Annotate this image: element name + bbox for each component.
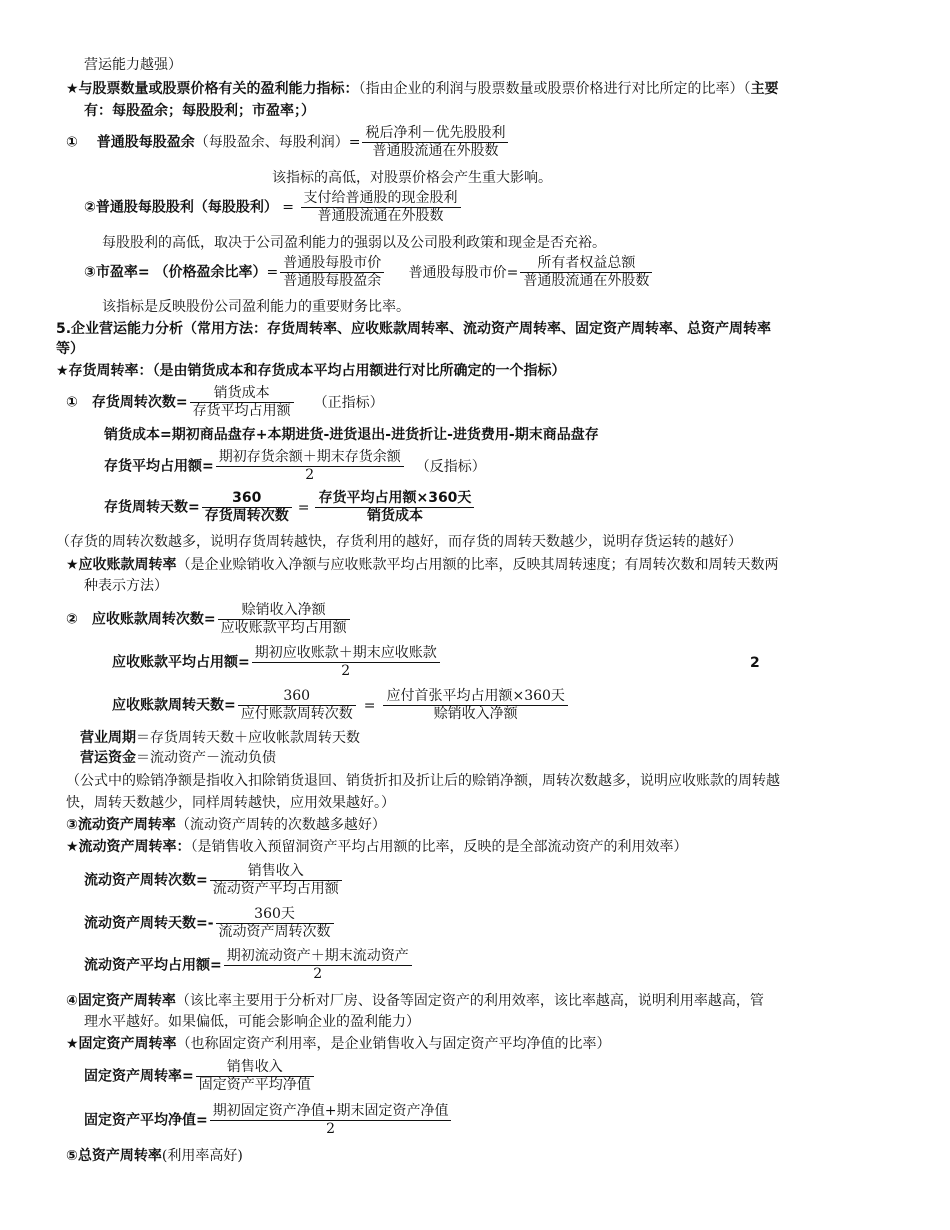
formula-note: （正指标） [313, 394, 384, 411]
heading-line [66, 80, 779, 98]
numerator: 应付首张平均占用额×360天 [386, 688, 565, 704]
note-text: （是由销货成本和存货成本平均占用额进行对比所确定的一个指标） [152, 363, 566, 379]
formula-label: 存货周转天数= [104, 499, 200, 516]
heading-line [66, 556, 779, 574]
formula-label: ③市盈率= （价格盈余比率） [84, 264, 267, 281]
fraction [252, 645, 440, 680]
denominator: 普通股每股盈余 [280, 272, 384, 290]
text-line: 该指标的高低，对股票价格会产生重大影响。 [272, 170, 552, 186]
term-label: 营运资金 [80, 750, 136, 766]
heading-text: ★流动资产周转率： [66, 839, 191, 855]
numerator: 销售收入 [247, 863, 304, 879]
formula-label: 应收账款平均占用额= [112, 654, 250, 671]
heading-line [56, 362, 566, 380]
text-line: 种表示方法） [84, 578, 168, 594]
denominator: 流动资产平均占用额 [210, 880, 342, 898]
heading-line [66, 838, 688, 856]
text-line: 快，周转天数越少，同样周转越快，应用效果越好。） [66, 795, 395, 811]
denominator: 2 [216, 466, 404, 484]
equals-sign: = [297, 499, 310, 516]
formula-note: （反指标） [415, 458, 486, 475]
fraction [362, 125, 508, 160]
fraction [315, 490, 474, 525]
fraction [218, 602, 350, 637]
numerator: 360 [283, 688, 311, 704]
text-line [80, 729, 360, 747]
fraction [190, 385, 294, 420]
heading-text: ★应收账款周转率 [66, 557, 177, 573]
heading-text: ★固定资产周转率 [66, 1036, 177, 1052]
fraction [216, 906, 334, 941]
heading-text: ★与股票数量或股票价格有关的盈利能力指标： [66, 81, 359, 97]
formula-label: ① 普通股每股盈余 [66, 134, 195, 151]
denominator: 流动资产周转次数 [216, 923, 334, 941]
numerator: 期初固定资产净值+期末固定资产净值 [212, 1103, 449, 1119]
denominator: 存货平均占用额 [190, 402, 294, 420]
formula-label: ① 存货周转次数= [66, 394, 188, 411]
fraction [280, 255, 384, 290]
formula-inventory-turnover [66, 385, 384, 420]
fraction [301, 190, 461, 225]
formula-label: 流动资产周转天数=- [84, 915, 214, 932]
text-line: （公式中的赊销净额是指收入扣除销货退回、销货折扣及折让后的赊销净额，周转次数越多，说明应收账款的周转越 [66, 773, 780, 789]
numerator: 销货成本 [213, 385, 270, 401]
formula-current-asset-days [84, 906, 336, 941]
formula-receivable-turnover [66, 602, 352, 637]
numerator: 期初流动资产＋期末流动资产 [226, 948, 409, 964]
formula-current-asset-turnover [84, 863, 344, 898]
denominator: 赊销收入净额 [383, 705, 567, 723]
fraction [216, 449, 404, 484]
note-text: (利用率高好) [161, 1148, 243, 1164]
note-text: （是企业赊销收入净额与应收账款平均占用额的比率，反映其周转速度；有周转次数和周转天数两 [176, 557, 779, 573]
numerator: 期初应收账款＋期末应收账款 [254, 645, 437, 661]
heading-line [66, 1147, 243, 1165]
text-line: （存货的周转次数越多，说明存货周转越快，存货利用的越好，而存货的周转天数越少，说明存货运转的越好） [56, 534, 742, 550]
formula-label: 应收账款周转天数= [112, 697, 236, 714]
heading-text: ③流动资产周转率 [66, 817, 176, 833]
formula-fixed-asset-turnover [84, 1059, 316, 1094]
heading-text: ★存货周转率： [56, 363, 153, 379]
heading-line [66, 816, 386, 834]
fraction [196, 1059, 314, 1094]
formula-eps [66, 125, 510, 160]
note-text: （该比率主要用于分析对厂房、设备等固定资产的利用效率，该比率越高，说明利用率越高，管 [175, 993, 764, 1009]
formula-label: 普通股每股市价= [408, 264, 519, 281]
denominator: 2 [224, 965, 412, 983]
text-line: 理水平越好。如果偏低，可能会影响企业的盈利能力） [84, 1014, 420, 1030]
fraction [224, 948, 412, 983]
section-heading: 5.企业营运能力分析（常用方法：存货周转率、应收账款周转率、流动资产周转率、固定资产周转率、总资产周转率 [56, 321, 772, 337]
fraction [383, 688, 567, 723]
fraction [238, 688, 356, 723]
text-line: 营运能力越强） [84, 57, 182, 73]
fraction [210, 863, 342, 898]
formula-inventory-days [104, 490, 476, 525]
numerator: 销售收入 [226, 1059, 283, 1075]
numerator: 360天 [254, 906, 295, 922]
formula-label: 存货平均占用额= [104, 458, 214, 475]
formula-avg-receivable [112, 645, 442, 680]
numerator: 期初存货余额＋期末存货余额 [218, 449, 401, 465]
equals-sign: = [266, 264, 279, 281]
formula-label: ② 应收账款周转次数= [66, 611, 216, 628]
denominator: 2 [252, 662, 440, 680]
numerator: 存货平均占用额×360天 [318, 490, 472, 506]
formula-pe [84, 255, 654, 290]
denominator: 固定资产平均净值 [196, 1076, 314, 1094]
text-line: 该指标是反映股份公司盈利能力的重要财务比率。 [102, 299, 410, 315]
denominator: 普通股流通在外股数 [362, 142, 508, 160]
numerator: 所有者权益总额 [537, 255, 636, 271]
denominator: 存货周转次数 [202, 507, 292, 525]
equals-sign: = [277, 199, 299, 216]
note-text: （指由企业的利润与股票数量或股票价格进行对比所定的比率）（ [358, 81, 751, 97]
denominator: 应付账款周转次数 [238, 705, 356, 723]
numerator: 360 [232, 490, 262, 506]
numerator: 税后净利－优先股股利 [365, 125, 506, 141]
text-line [80, 749, 276, 767]
note-text: （流动资产周转的次数越多越好） [175, 817, 386, 833]
formula-label: 流动资产平均占用额= [84, 957, 222, 974]
heading-text: ⑤总资产周转率 [66, 1148, 162, 1164]
note-text: （也称固定资产利用率，是企业销售收入与固定资产平均净值的比率） [176, 1036, 611, 1052]
formula-label: 流动资产周转次数= [84, 872, 208, 889]
section-heading: 等） [56, 341, 84, 357]
formula-label: 固定资产平均净值= [84, 1112, 208, 1129]
denominator: 普通股流通在外股数 [301, 207, 461, 225]
heading-line [66, 992, 764, 1010]
term-definition: ＝存货周转天数＋应收帐款周转天数 [136, 730, 360, 746]
formula-avg-inventory [104, 449, 486, 484]
numerator: 支付给普通股的现金股利 [303, 190, 458, 206]
term-definition: ＝流动资产－流动负债 [136, 750, 276, 766]
fraction [520, 255, 652, 290]
denominator: 销货成本 [315, 507, 474, 525]
formula-receivable-days [112, 688, 570, 723]
text-line: 销货成本=期初商品盘存+本期进货-进货退出-进货折让-进货费用-期末商品盘存 [104, 427, 599, 443]
formula-label: 固定资产周转率= [84, 1068, 194, 1085]
note-text: （是销售收入预留洞资产平均占用额的比率，反映的是全部流动资产的利用效率） [190, 839, 688, 855]
denominator: 应收账款平均占用额 [218, 619, 350, 637]
text-line: 每股股利的高低，取决于公司盈利能力的强弱以及公司股利政策和现金是否充裕。 [102, 235, 606, 251]
formula-label: ②普通股每股股利（每股股利） [84, 199, 278, 216]
fraction [210, 1103, 452, 1138]
equals-sign: = [363, 697, 376, 714]
numerator: 赊销收入净额 [241, 602, 326, 618]
formula-avg-current-asset [84, 948, 414, 983]
formula-dps [84, 190, 463, 225]
stray-number: 2 [750, 655, 760, 671]
fraction [202, 490, 292, 525]
term-label: 营业周期 [80, 730, 136, 746]
denominator: 普通股流通在外股数 [520, 272, 652, 290]
formula-avg-fixed-asset [84, 1103, 453, 1138]
heading-text: 主要 [750, 81, 779, 97]
heading-line: 有：每股盈余；每股股利；市盈率；） [84, 103, 315, 119]
formula-note: （每股盈余、每股利润）= [194, 134, 361, 151]
heading-text: ④固定资产周转率 [66, 993, 176, 1009]
heading-line [66, 1035, 611, 1053]
denominator: 2 [210, 1120, 452, 1138]
numerator: 普通股每股市价 [283, 255, 382, 271]
